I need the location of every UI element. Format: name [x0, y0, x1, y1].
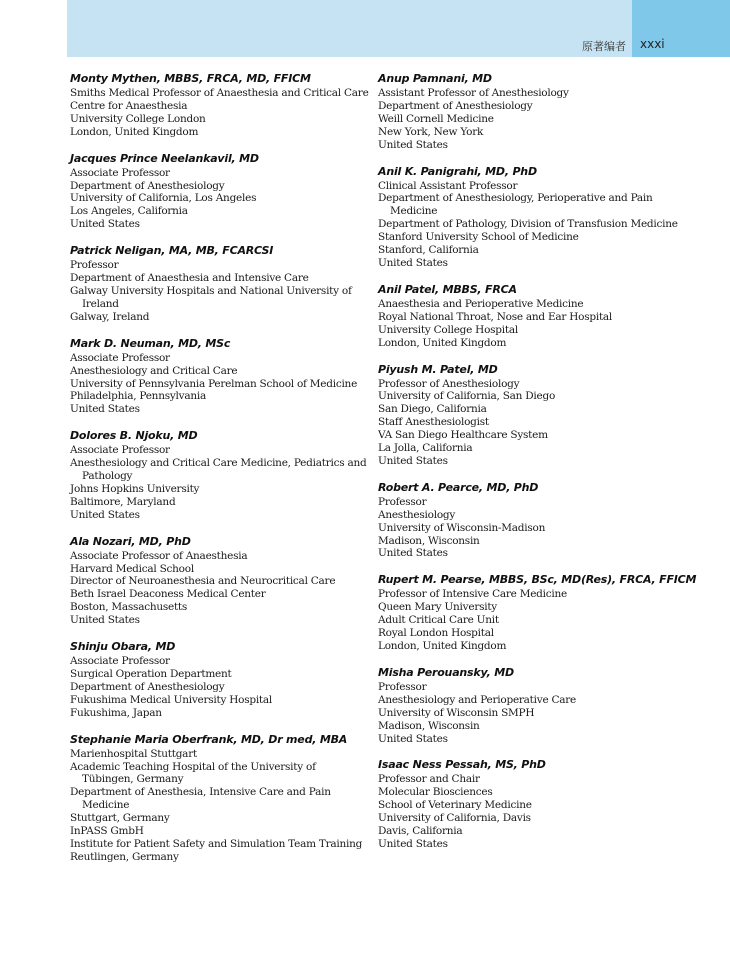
affiliation-line: Fukushima, Japan — [70, 706, 162, 719]
affiliation-line: Molecular Biosciences — [378, 786, 493, 799]
affiliation-line: Institute for Patient Safety and Simulation Team Training — [70, 837, 363, 850]
affiliation-line: Royal London Hospital — [378, 627, 494, 640]
affiliation-line: University of Wisconsin-Madison — [378, 521, 546, 534]
affiliation-line: Los Angeles, California — [70, 205, 188, 218]
affiliation-line: Professor — [378, 495, 427, 508]
affiliation-line: University of California, Los Angeles — [70, 192, 257, 205]
affiliation-line: Davis, California — [378, 825, 463, 838]
affiliation-line: Associate Professor — [70, 444, 170, 457]
contributor-entry — [70, 337, 360, 417]
contributor-entry — [70, 152, 360, 232]
contributor-name: Monty Mythen, MBBS, FRCA, MD, FFICM — [70, 72, 311, 85]
affiliation-line: United States — [378, 138, 448, 151]
contributor-name: Ala Nozari, MD, PhD — [70, 534, 191, 548]
affiliation-line: United States — [378, 256, 448, 269]
contributor-entry — [378, 666, 678, 746]
affiliation-line: Anaesthesia and Perioperative Medicine — [378, 297, 584, 310]
affiliation-line: Anesthesiology and Critical Care Medicine, Pediatrics and — [70, 457, 367, 470]
affiliation-line: Medicine — [82, 799, 130, 812]
affiliation-line: Madison, Wisconsin — [378, 719, 480, 732]
affiliation-line: Assistant Professor of Anesthesiology — [378, 87, 569, 99]
contributor-entry — [70, 72, 369, 139]
affiliation-line: London, United Kingdom — [378, 336, 507, 349]
contributor-entry — [70, 244, 360, 324]
affiliation-line: Professor — [70, 259, 119, 272]
contributor-name: Rupert M. Pearse, MBBS, BSc, MD(Res), FRCA, FFICM — [378, 573, 697, 587]
affiliation-line: United States — [378, 454, 448, 467]
affiliation-line: Department of Anesthesiology — [70, 179, 225, 192]
contributor-entry — [378, 758, 678, 850]
affiliation-line: Centre for Anaesthesia — [70, 99, 188, 112]
affiliation-line: Professor of Intensive Care Medicine — [378, 588, 567, 601]
contributor-entry — [70, 732, 363, 864]
contributor-name: Anil Patel, MBBS, FRCA — [378, 282, 517, 296]
contributor-entry — [378, 573, 697, 653]
affiliation-line: Clinical Assistant Professor — [378, 179, 518, 192]
affiliation-line: Stanford University School of Medicine — [378, 231, 579, 244]
contributor-name: Shinju Obara, MD — [70, 640, 176, 654]
affiliation-line: Surgical Operation Department — [70, 668, 232, 680]
affiliation-line: Galway University Hospitals and National University of — [70, 284, 352, 297]
contributor-entry — [70, 640, 360, 720]
affiliation-line: Beth Israel Deaconess Medical Center — [70, 588, 266, 601]
contributor-name: Patrick Neligan, MA, MB, FCARCSI — [70, 244, 274, 258]
affiliation-line: Reutlingen, Germany — [70, 850, 179, 863]
contributor-entry — [70, 429, 367, 521]
affiliation-line: Royal National Throat, Nose and Ear Hospital — [378, 310, 613, 323]
affiliation-line: Adult Critical Care Unit — [378, 614, 499, 627]
affiliation-line: InPASS GmbH — [70, 825, 144, 838]
affiliation-line: Johns Hopkins University — [70, 482, 200, 495]
affiliation-line: Queen Mary University — [378, 601, 497, 614]
affiliation-line: Boston, Massachusetts — [70, 601, 188, 614]
affiliation-line: San Diego, California — [378, 403, 487, 416]
contributor-name: Mark D. Neuman, MD, MSc — [70, 336, 231, 350]
affiliation-line: United States — [378, 837, 448, 850]
affiliation-line: United States — [378, 547, 448, 560]
affiliation-line: Marienhospital Stuttgart — [70, 747, 197, 760]
right-column — [378, 72, 697, 864]
affiliation-line: Galway, Ireland — [70, 310, 150, 323]
contributor-name: Anup Pamnani, MD — [378, 72, 492, 85]
contributor-entry — [378, 165, 678, 270]
affiliation-line: Anesthesiology and Critical Care — [70, 364, 238, 377]
affiliation-line: Harvard Medical School — [70, 562, 194, 575]
affiliation-line: University of California, San Diego — [378, 390, 556, 403]
contributor-name: Stephanie Maria Oberfrank, MD, Dr med, MBA — [70, 732, 348, 746]
contributor-entry — [378, 283, 678, 350]
affiliation-line: Department of Anesthesiology — [378, 99, 533, 112]
affiliation-line: Associate Professor — [70, 655, 170, 668]
contributor-entry — [378, 481, 678, 561]
affiliation-line: United States — [70, 403, 140, 416]
affiliation-line: Madison, Wisconsin — [378, 534, 480, 547]
affiliation-line: Weill Cornell Medicine — [378, 112, 494, 125]
affiliation-line: Medicine — [390, 205, 438, 218]
affiliation-line: London, United Kingdom — [70, 125, 199, 138]
contributor-name: Piyush M. Patel, MD — [378, 362, 498, 376]
affiliation-line: Stuttgart, Germany — [70, 812, 170, 825]
affiliation-line: Director of Neuroanesthesia and Neurocritical Care — [70, 575, 336, 588]
affiliation-line: Tübingen, Germany — [82, 773, 184, 786]
affiliation-line: Pathology — [82, 470, 133, 483]
affiliation-line: Professor of Anesthesiology — [378, 377, 520, 390]
section-label: 原著编者 — [582, 40, 626, 53]
contributor-entry — [70, 535, 360, 627]
affiliation-line: Professor — [378, 680, 427, 693]
contributor-name: Misha Perouansky, MD — [378, 665, 514, 679]
affiliation-line: Department of Anesthesia, Intensive Care and Pain — [70, 786, 331, 799]
affiliation-line: Philadelphia, Pennsylvania — [70, 390, 206, 403]
contributor-name: Robert A. Pearce, MD, PhD — [378, 480, 539, 494]
affiliation-line: Department of Anesthesiology — [70, 680, 225, 693]
header-band — [67, 0, 730, 57]
contributor-entry — [378, 72, 678, 152]
contributor-name: Anil K. Panigrahi, MD, PhD — [378, 164, 537, 178]
affiliation-line: VA San Diego Healthcare System — [378, 429, 548, 442]
affiliation-line: Department of Pathology, Division of Transfusion Medicine — [378, 218, 678, 231]
affiliation-line: Department of Anaesthesia and Intensive Care — [70, 272, 309, 285]
contributor-name: Dolores B. Njoku, MD — [70, 429, 198, 443]
affiliation-line: Smiths Medical Professor of Anaesthesia and Critical Care — [70, 87, 369, 99]
affiliation-line: Academic Teaching Hospital of the University of — [70, 760, 316, 773]
affiliation-line: La Jolla, California — [378, 442, 473, 455]
affiliation-line: Associate Professor — [70, 166, 170, 179]
affiliation-line: University of California, Davis — [378, 812, 531, 825]
affiliation-line: University of Pennsylvania Perelman School of Medicine — [70, 377, 358, 390]
affiliation-line: School of Veterinary Medicine — [378, 799, 532, 812]
affiliation-line: United States — [70, 508, 140, 521]
affiliation-line: Associate Professor of Anaesthesia — [70, 549, 248, 562]
affiliation-line: London, United Kingdom — [378, 640, 507, 652]
affiliation-line: Professor and Chair — [378, 773, 480, 786]
affiliation-line: Stanford, California — [378, 244, 479, 257]
affiliation-line: Department of Anesthesiology, Perioperative and Pain — [378, 192, 653, 205]
affiliation-line: United States — [70, 614, 140, 627]
page-number: xxxi — [640, 37, 665, 51]
affiliation-line: Baltimore, Maryland — [70, 495, 176, 508]
affiliation-line: Anesthesiology and Perioperative Care — [378, 693, 577, 706]
affiliation-line: United States — [70, 218, 140, 231]
affiliation-line: Associate Professor — [70, 351, 170, 364]
left-column — [70, 72, 369, 877]
affiliation-line: Anesthesiology — [378, 508, 456, 521]
contributor-name: Jacques Prince Neelankavil, MD — [70, 151, 259, 165]
affiliation-line: New York, New York — [378, 125, 484, 138]
affiliation-line: University College London — [70, 112, 206, 125]
affiliation-line: Ireland — [82, 297, 119, 310]
affiliation-line: United States — [378, 732, 448, 745]
affiliation-line: University of Wisconsin SMPH — [378, 706, 535, 719]
affiliation-line: Staff Anesthesiologist — [378, 416, 489, 429]
affiliation-line: University College Hospital — [378, 323, 518, 336]
contributor-entry — [378, 363, 678, 468]
affiliation-line: Fukushima Medical University Hospital — [70, 693, 273, 706]
contributor-name: Isaac Ness Pessah, MS, PhD — [378, 758, 546, 772]
